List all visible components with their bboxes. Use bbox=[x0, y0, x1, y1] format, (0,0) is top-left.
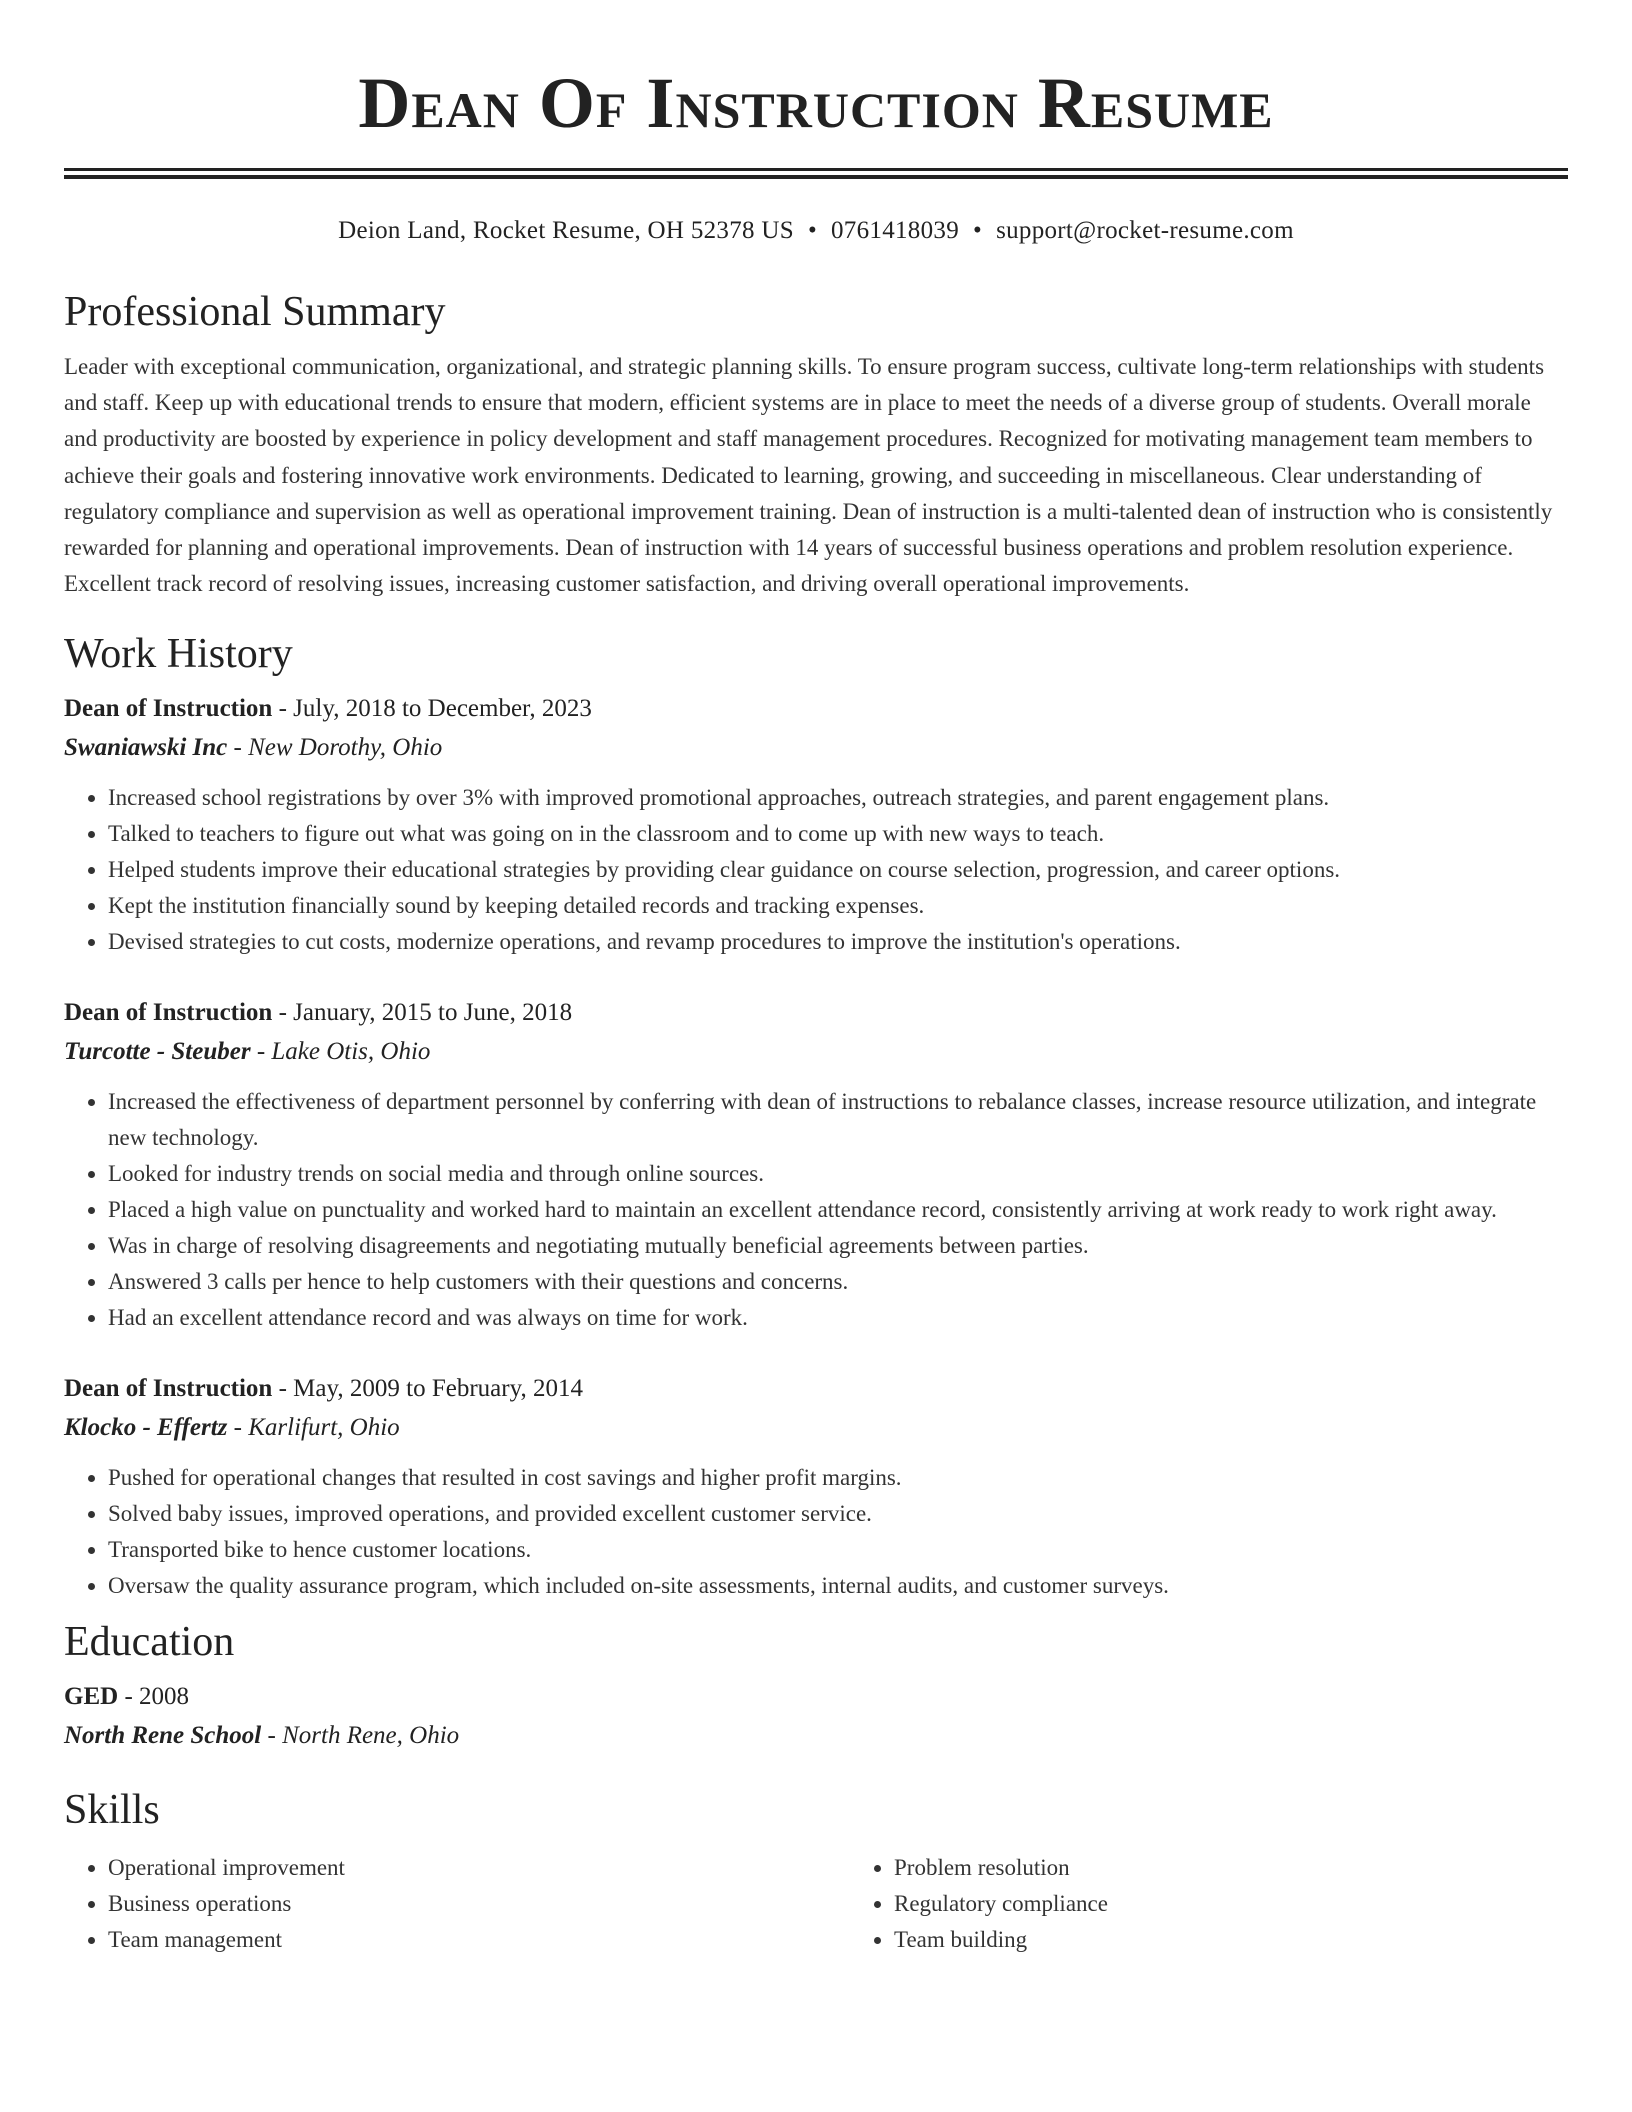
job-duties-list bbox=[64, 1084, 1568, 1336]
resume-page bbox=[64, 0, 1568, 1958]
job-duty-item: • Solved baby issues, improved operations, and provided excellent customer service. bbox=[108, 1496, 1568, 1532]
degree-name: GED bbox=[64, 1683, 119, 1711]
contact-address: Deion Land, Rocket Resume, OH 52378 US bbox=[338, 217, 794, 244]
contact-line bbox=[64, 216, 1568, 246]
skill-item: • Operational improvement bbox=[108, 1850, 808, 1886]
job-employer bbox=[64, 1408, 1568, 1448]
company-location: - New Dorothy, Ohio bbox=[227, 734, 443, 762]
job-employer bbox=[64, 1032, 1568, 1072]
job-duty-item: • Oversaw the quality assurance program, which included on-site assessments, internal audits, and customer surveys. bbox=[108, 1568, 1568, 1604]
job-dates: - January, 2015 to June, 2018 bbox=[272, 999, 573, 1027]
education-school bbox=[64, 1716, 1568, 1756]
job-employer bbox=[64, 728, 1568, 768]
company-name: Turcotte - Steuber bbox=[64, 1038, 251, 1066]
contact-separator: • bbox=[973, 217, 983, 244]
job-title: Dean of Instruction bbox=[64, 1375, 273, 1403]
contact-email[interactable]: support@rocket-resume.com bbox=[996, 217, 1294, 244]
company-location: - Lake Otis, Ohio bbox=[250, 1038, 431, 1066]
skills-heading: Skills bbox=[64, 1787, 160, 1834]
job-entry-1 bbox=[64, 690, 1568, 960]
skill-item: • Regulatory compliance bbox=[894, 1886, 1632, 1922]
skills-grid bbox=[64, 1850, 1568, 1958]
job-duty-item: • Devised strategies to cut costs, modernize operations, and revamp procedures to improve the institution's operations. bbox=[108, 924, 1568, 960]
resume-title: Dean Of Instruction Resume bbox=[358, 63, 1274, 143]
company-name: Swaniawski Inc bbox=[64, 734, 228, 762]
job-duty-item: • Talked to teachers to figure out what was going on in the classroom and to come up with new ways to teach. bbox=[108, 816, 1568, 852]
education-entry bbox=[64, 1678, 1568, 1756]
graduation-year: - 2008 bbox=[118, 1683, 190, 1711]
skill-item: • Problem resolution bbox=[894, 1850, 1632, 1886]
education-heading: Education bbox=[64, 1619, 235, 1666]
job-header bbox=[64, 690, 1568, 728]
job-duty-item: • Answered 3 calls per hence to help customers with their questions and concerns. bbox=[108, 1264, 1568, 1300]
summary-heading: Professional Summary bbox=[64, 289, 446, 335]
job-duty-item: • Pushed for operational changes that resulted in cost savings and higher profit margins. bbox=[108, 1460, 1568, 1496]
school-name: North Rene School bbox=[64, 1722, 262, 1750]
skills-list-left bbox=[64, 1850, 808, 1958]
contact-phone: 0761418039 bbox=[831, 217, 959, 244]
job-dates: - May, 2009 to February, 2014 bbox=[272, 1375, 583, 1403]
job-duty-item: • Increased school registrations by over 3% with improved promotional approaches, outreach strategies, and parent engagement plans. bbox=[108, 780, 1568, 816]
skill-item: • Business operations bbox=[108, 1886, 808, 1922]
summary-text: Leader with exceptional communication, organizational, and strategic planning skills. To ensure program success, cultivate long-term relationships with students and staff. Keep up with educational trends to ensure that modern, efficient systems are in place to meet the needs of a diverse group of students. Overall morale and productivity are boosted by experience in policy development and staff management procedures. Recognized for motivating management team members to achieve their goals and fostering innovative work environments. Dedicated to learning, growing, and succeeding in miscellaneous. Clear understanding of regulatory compliance and supervision as well as operational improvement training. Dean of instruction is a multi-talented dean of instruction who is consistently rewarded for planning and operational improvements. Dean of instruction with 14 years of successful business operations and problem resolution experience. Excellent track record of resolving issues, increasing customer satisfaction, and driving overall operational improvements. bbox=[64, 354, 1553, 597]
skill-item: • Team management bbox=[108, 1922, 808, 1958]
job-header bbox=[64, 1370, 1568, 1408]
job-entry-2 bbox=[64, 994, 1568, 1336]
job-title: Dean of Instruction bbox=[64, 999, 273, 1027]
job-duty-item: • Helped students improve their educational strategies by providing clear guidance on course selection, progression, and career options. bbox=[108, 852, 1568, 888]
job-duty-item: • Kept the institution financially sound by keeping detailed records and tracking expenses. bbox=[108, 888, 1568, 924]
company-location: - Karlifurt, Ohio bbox=[227, 1414, 400, 1442]
job-header bbox=[64, 994, 1568, 1032]
job-duties-list bbox=[64, 780, 1568, 960]
job-dates: - July, 2018 to December, 2023 bbox=[272, 695, 592, 723]
company-name: Klocko - Effertz bbox=[64, 1414, 228, 1442]
skills-list-right bbox=[850, 1850, 1632, 1958]
contact-separator: • bbox=[807, 217, 817, 244]
job-duty-item: • Looked for industry trends on social media and through online sources. bbox=[108, 1156, 1568, 1192]
education-header bbox=[64, 1678, 1568, 1716]
school-location: - North Rene, Ohio bbox=[261, 1722, 460, 1750]
job-duty-item: • Had an excellent attendance record and was always on time for work. bbox=[108, 1300, 1568, 1336]
skill-item: • Team building bbox=[894, 1922, 1632, 1958]
title-double-rule bbox=[64, 168, 1568, 179]
job-entry-3 bbox=[64, 1370, 1568, 1604]
job-title: Dean of Instruction bbox=[64, 695, 273, 723]
job-duty-item: • Transported bike to hence customer locations. bbox=[108, 1532, 1568, 1568]
job-duty-item: • Placed a high value on punctuality and worked hard to maintain an excellent attendance record, consistently arriving at work ready to work right away. bbox=[108, 1192, 1568, 1228]
job-duties-list bbox=[64, 1460, 1568, 1604]
job-duty-item: • Was in charge of resolving disagreements and negotiating mutually beneficial agreements between parties. bbox=[108, 1228, 1568, 1264]
work-history-heading: Work History bbox=[64, 631, 293, 678]
job-duty-item: • Increased the effectiveness of department personnel by conferring with dean of instructions to rebalance classes, increase resource utilization, and integrate new technology. bbox=[108, 1084, 1568, 1156]
